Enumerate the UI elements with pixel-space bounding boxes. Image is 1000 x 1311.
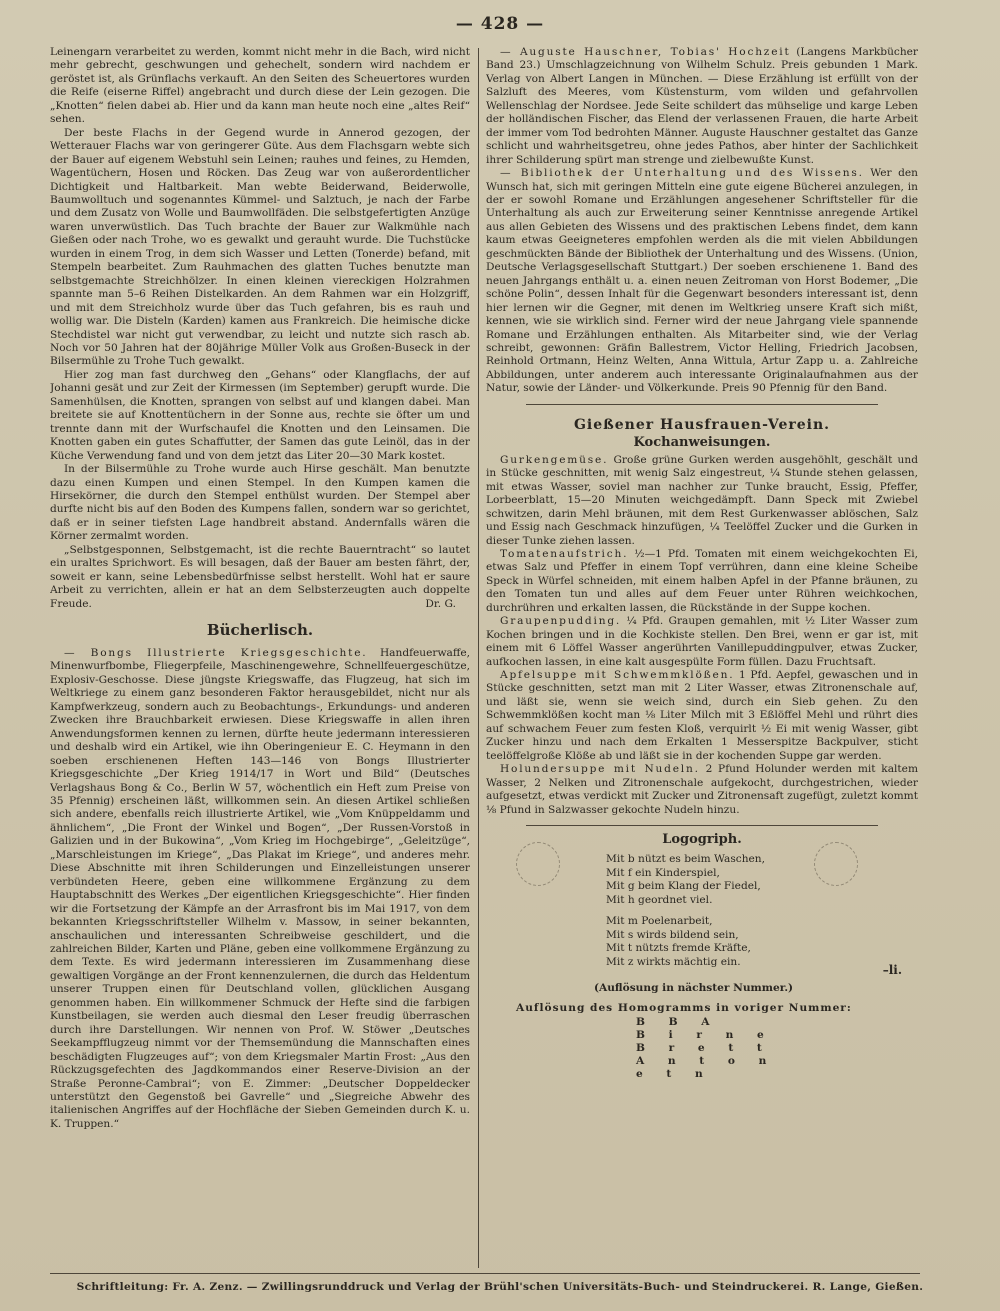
recipe-text: ¼ Pfd. Graupen gemahlen, mit ½ Liter Wasser zum Kochen bringen und in die Kochkiste stellen. Den Brei, wenn er gar ist, mit einem mit 6 Löffel Wasser angerührten Vanillepuddingpulver, etwas Zucker, aufkochen lassen, in eine kalt ausgespülte Form füllen. Dazu Fruchtsaft. [486,615,918,668]
right-column [486,46,918,1272]
recipe-name: Apfelsuppe mit Schwemmklößen. [500,669,735,682]
verse-line: Mit t nützts fremde Kräfte, [606,942,751,955]
verse-line: Mit m Poelenarbeit, [606,915,713,928]
recipe-paragraph [486,454,918,548]
verse-line: Mit z wirkts mächtig ein. [606,955,741,968]
bibliothek-review [486,167,918,396]
recipe-text: 2 Pfund Holunder werden mit kaltem Wasser, 2 Nelken und Zitronenschale aufgekocht, durchgestrichen, wieder aufgesetzt, etwas verdickt mit Zucker und Zitronensaft zugefügt, zuletzt kommt ⅛ Pfund in Salzwasser gekochte Nudeln hinzu. [486,763,918,816]
section-divider [526,825,878,826]
recipe-paragraph [486,669,918,763]
logogriph-title: Logogriph. [662,832,742,848]
column-divider [478,48,479,1268]
author-signature: Dr. G. [425,597,456,610]
article-paragraph: In der Bilsermühle zu Trohe wurde auch Hirse geschält. Man benutzte dazu einen Kumpen und einen Stempel. In den Kumpen kamen die Hirsekörner, die durch den Stempel enthülst wurden. Der Stempel aber durfte nicht bis auf den Boden des Kumpens fallen, sondern war so gerichtet, daß er in seiner tiefsten Lage handbreit abstand. Andernfalls wären die Körner zermalmt worden. [50,463,470,543]
logogriph-verse [606,853,918,969]
article-paragraph: Hier zog man fast durchweg den „Gehans“ oder Klangflachs, der auf Johanni gesät und zur Zeit der Kirmessen (im September) gerupft wurde. Die Samenhülsen, die Knotten, sprangen von selbst auf und klangen dabei. Man breitete sie auf Knottentüchern in der Sonne aus, rechte sie öfter um und trennte dann mit der Wurfschaufel die Knotten und den Leinsamen. Die Knotten gaben ein gutes Schaffutter, der Samen das gute Leinöl, das in der Küche Verwendung fand und von dem jetzt das Liter 20—30 Mark kostet. [50,368,470,462]
footer-divider [50,1273,920,1274]
verse-line: Mit h geordnet viel. [606,893,713,906]
verse-line: Mit b nützt es beim Waschen, [606,853,765,866]
answer-row: B i r n e [636,1029,774,1042]
recipe-name: Tomatenaufstrich. [500,547,629,560]
book-review-text: Handfeuerwaffe, Minenwurfbombe, Fliegerpfeile, Maschinengewehre, Schnellfeuergeschütze, Explosiv-Geschosse. Diese jüngste Kriegswaffe, das Flugzeug, hat sich im Weltkriege zu einem ganz besonderen Faktor herausgebildet, nicht nur als Kampfwerkzeug, sondern auch zu Beobachtungs-, Erkundungs- und anderen Zwecken ihre Brauchbarkeit erwiesen. Diese Kriegswaffe in allen ihren Anwendungsformen kennen zu lernen, dürfte heute jedermann interessieren und deshalb wird ein Artikel, wie ihn Oberingenieur E. C. Heymann in den soeben erschienenen Heften 143—146 von Bongs Illustrierter Kriegsgeschichte „Der Krieg 1914/17 in Wort und Bild“ (Deutsches Verlagshaus Bong & Co., Berlin W 57, wöchentlich ein Heft zum Preise von 35 Pfennig) erscheinen läßt, willkommen sein. An diesen Artikel schließen sich andere, ebenfalls reich illustrierte Artikel, wie „Vom Knüppeldamm und ähnlichem“, „Die Front der Winkel und Bogen“, „Der Russen-Vorstoß in Galizien und in der Bukowina“, „Vom Krieg im Hochgebirge“, „Geleitzüge“, „Marschleistungen im Kriege“, „Das Plakat im Kriege“, und anderes mehr. Diese Abschnitte mit ihren Schilderungen und Einzelleistungen unserer verbündeten Heere, geben eine willkommene Ergänzung zu dem Hauptabschnitt des Werkes „Der eigentlichen Kriegsgeschichte“. Hier finden wir die Fortsetzung der Kämpfe an der Arrasfront bis im Mai 1917, von dem bekannten Kriegsschriftsteller Wilhelm v. Massow, in seiner bekannten, anschaulichen und interessanten Schreibweise geschildert, und die zahlreichen Bilder, Karten und Pläne, geben eine vollkommene Ergänzung zu dem Texte. Es wird jedermann interessieren im Zusammenhang diese gewaltigen Vorgänge an der Front kennenzulernen, die durch das Heldentum unserer Truppen einen für Deutschland vollen, glücklichen Ausgang genommen haben. Ein willkommener Schmuck der Hefte sind die farbigen Kunstbeilagen, sie werden auch diesmal den Leser freudig überraschen durch ihre Darstellungen. Wir nennen von Prof. W. Stöwer „Deutsches Seekampfflugzeug nimmt vor der Themsemündung die Mannschaften eines beschädigten Flugzeuges auf“; von dem Kriegsmaler Martin Frost: „Aus den Rückzugsgefechten des Jagdkommandos einer Reserve-Division an der Straße Peronne-Cambrai“; von E. Zimmer: „Deutscher Doppeldecker unterstützt den Gegenstoß bei Gavrelle“ und „Siegreiche Abwehr des italienischen Angriffes auf der Hochfläche der Sieben Gemeinden durch K. u. K. Truppen.“ [50,647,470,1130]
recipe-name: Graupenpudding. [500,615,622,628]
section-subtitle-recipes: Kochanweisungen. [633,434,771,450]
verse-line: Mit s wirds bildend sein, [606,928,739,941]
hauschner-review [486,46,918,167]
answer-row: B r e t t [636,1042,772,1055]
section-title-verein: Gießener Hausfrauen-Verein. [573,416,831,433]
ornament-icon [516,842,560,886]
logogriph-note: (Auflösung in nächster Nummer.) [594,982,794,995]
imprint-footer: Schriftleitung: Fr. A. Zenz. — Zwillingsrunddruck und Verlag der Brühl'schen Universitäts-Buch- und Steindruckerei. R. Lange, Gießen. [76,1281,924,1293]
recipe-name: Holundersuppe mit Nudeln. [500,763,700,776]
recipe-text: ½—1 Pfd. Tomaten mit einem weichgekochten Ei, etwas Salz und Pfeffer in einem Topf verrühren, dann eine kleine Scheibe Speck in Würfel schneiden, mit einem halben Apfel in der Pfanne bräunen, zu den Tomaten tun und alles auf dem Feuer unter Rühren weichkochen, durchrühren und erkalten lassen, die Rückstände in der Suppe kochen. [486,547,918,614]
answer-grid [636,1016,918,1081]
left-column [50,46,470,1272]
article-paragraph: Leinengarn verarbeitet zu werden, kommt nicht mehr in die Bach, wird nicht mehr gebrecht, geschwungen und gehechelt, sondern wird nachdem er geröstet ist, als Grünflachs verkauft. An den Seiten des Scheuertores wurden die Reife (eiserne Riffel) angebracht und durch diese der Lein gezogen. Die „Knotten“ fielen dabei ab. Hier und da kann man heute noch eine „altes Reif“ sehen. [50,46,470,126]
hauschner-lead: — Auguste Hauschner, Tobias' Hochzeit [500,46,791,58]
article-paragraph: Der beste Flachs in der Gegend wurde in Annerod gezogen, der Wetterauer Flachs war von geringerer Güte. Aus dem Flachsgarn webte sich der Bauer auf eigenem Webstuhl sein Leinen; rauhes und feines, zu Hemden, Wagentüchern, Hosen und Röcken. Das Zeug war von außerordentlicher Dichtigkeit und Haltbarkeit. Man webte Beiderwand, Beiderwolle, Baumwolltuch und sogenanntes Kümmel- und Salztuch, je nach der Farbe und dem Zusatz von Wolle und Baumwollfäden. Die selbstgefertigten Anzüge waren unverwüstlich. Das Tuch brachte der Bauer zur Walkmühle nach Gießen oder nach Trohe, wo es gewalkt und gerauht wurde. Die Tuchstücke wurden in einem Trog, in dem sich Wasser und Letten (Tonerde) befand, mit Stempeln bearbeitet. Zum Rauhmachen des glatten Tuches benutzte man selbstgemachte Streichhölzer. In einen kleinen viereckigen Holzrahmen spannte man 5–6 Reihen Distelkarden. An dem Rahmen war ein Holzgriff, und mit dem Streichholz wurde über das Tuch gefahren, bis es rauh und wollig war. Die Disteln (Karden) kamen aus Frankreich. Die heimische dicke Stechdistel war nicht gut verwendbar, zu leicht und nutzte sich rasch ab. Noch vor 50 Jahren hat der 80jährige Müller Volk aus Großen-Buseck in der Bilsermühle zu Trohe Tuch gewalkt. [50,126,470,368]
verse-line: Mit f ein Kinderspiel, [606,866,720,879]
recipe-paragraph [486,615,918,669]
book-review-paragraph [50,647,470,1131]
recipe-paragraph [486,548,918,615]
ornament-icon [814,842,858,886]
bibliothek-text: Wer den Wunsch hat, sich mit geringen Mitteln eine gute eigene Bücherei anzulegen, in der er sowohl Romane und Erzählungen angesehener Schriftsteller für die Unterhaltung als auch zur Erweiterung seiner Kenntnisse anregende Artikel aus allen Gebieten des Wissens und des praktischen Lebens findet, dem kann kaum etwas Geeigneteres empfohlen werden als die mit vielen Abbildungen geschmückten Bände der Bibliothek der Unterhaltung und des Wissens. (Union, Deutsche Verlagsgesellschaft Stuttgart.) Der soeben erschienene 1. Band des neuen Jahrgangs enthält u. a. einen neuen Zeitroman von Horst Bodemer, „Die schöne Polin“, dessen Inhalt für die Gegenwart besonders interessant ist, denn hier lernen wir die Gegner, mit denen im Weltkrieg unsere Kraft sich mißt, kennen, wie sie wirklich sind. Ferner wird der neue Jahrgang viele spannende Romane und Erzählungen enthalten. Als Mitarbeiter sind, wie der Verlag schreibt, gewonnen: Gräfin Ballestrem, Victor Helling, Friedrich Jacobsen, Reinhold Ortmann, Heinz Welten, Anna Wittula, Artur Zapp u. a. Zahlreiche Abbildungen, unter anderem auch interessante Originalaufnahmen aus der Natur, sowie der Länder- und Völkerkunde. Preis 90 Pfennig für den Band. [486,167,918,395]
logogriph-signature: –li. [882,963,902,978]
verse-line: Mit g beim Klang der Fiedel, [606,880,761,893]
article-closing-text: „Selbstgesponnen, Selbstgemacht, ist die rechte Bauerntracht“ so lautet ein uraltes Sprichwort. Es will besagen, daß der Bauer am besten fährt, der, soweit er kann, seine Lebensbedürfnisse selbst herstellt. Wohl hat er saure Arbeit zu verrichten, allein er hat an dem Selbsterzeugten auch doppelte Freude. [50,543,470,610]
recipe-text: Große grüne Gurken werden ausgehöhlt, geschält und in Stücke geschnitten, mit wenig Salz eingestreut, ¼ Stunde stehen gelassen, mit etwas Wasser, soviel man nachher zur Tunke braucht, Essig, Pfeffer, Lorbeerblatt, 15—20 Minuten weichgedämpft. Dann Speck mit Zwiebel schwitzen, darin Mehl bräunen, mit dem Rest Gurkenwasser ablöschen, Salz und Essig nach Geschmack hinzufügen, ¼ Teelöffel Zucker und die Gurken in dieser Tunke ziehen lassen. [486,453,918,547]
section-title-books: Bücherlisch. [206,621,314,640]
article-paragraph [50,544,470,611]
book-review-lead: — Bongs Illustrierte Kriegsgeschichte. [64,647,368,660]
section-divider [526,404,878,405]
logogriph-puzzle [486,832,918,982]
answer-title: Auflösung des Homogramms in voriger Nummer: [516,1002,852,1015]
recipe-paragraph [486,763,918,817]
recipe-name: Gurkengemüse. [500,453,609,466]
page-number: — 428 — [455,14,545,34]
answer-row: e t n [636,1068,713,1081]
recipe-text: 1 Pfd. Aepfel, gewaschen und in Stücke geschnitten, setzt man mit 2 Liter Wasser, etwas Zitronenschale auf, und läßt sie, wenn sie weich sind, durch ein Sieb gehen. Zu den Schwemmklößen kocht man ⅛ Liter Milch mit 3 Eßlöffel Mehl und rührt dies auf schwachem Feuer zum festen Kloß, verquirlt ½ Ei mit wenig Wasser, gibt Zucker hinzu und nach dem Erkalten 1 Messerspitze Backpulver, sticht teelöffelgroße Klöße ab und läßt sie in der kochenden Suppe gar werden. [486,669,918,762]
answer-row: A n t o n [636,1055,777,1068]
hauschner-text: (Langens Markbücher Band 23.) Umschlagzeichnung von Wilhelm Schulz. Preis gebunden 1 Mark. Verlag von Albert Langen in München. — Diese Erzählung ist erfüllt von der Salzluft des Meeres, vom Küstensturm, vom wilden und gefahrvollen Wellenschlag der Nordsee. Jede Seite schildert das mühselige und karge Leben der holländischen Fischer, das Elend der verlassenen Frauen, die harte Arbeit der immer vom Tod bedrohten Männer. Auguste Hauschner gestaltet das Ganze schlicht und wahrheitsgetreu, ohne jedes Pathos, aber hinter der Sachlichkeit ihrer Schilderung spürt man strenge und zielbewußte Kunst. [486,46,918,166]
bibliothek-lead: — Bibliothek der Unterhaltung und des Wissens. [500,167,864,180]
answer-row: B B A [636,1016,720,1029]
